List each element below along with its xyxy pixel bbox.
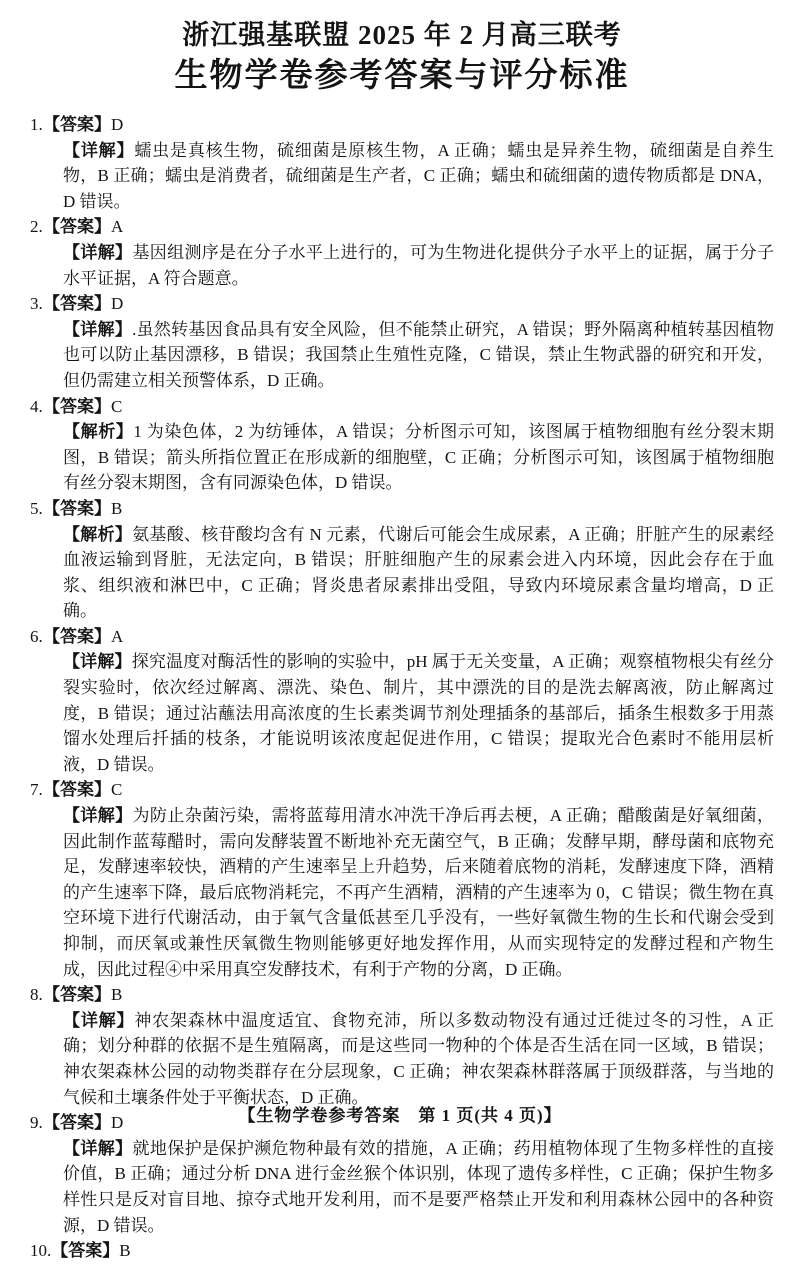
answer-value: B bbox=[111, 498, 123, 518]
answer-value: A bbox=[111, 626, 124, 646]
question-8 bbox=[30, 982, 774, 1110]
question-3 bbox=[30, 291, 774, 393]
explanation-paragraph bbox=[63, 1008, 774, 1110]
explanation-text: 为防止杂菌污染，需将蓝莓用清水冲洗干净后再去梗，A 正确；醋酸菌是好氧细菌，因此制作蓝莓醋时，需向发酵装置不断地补充无菌空气，B 正确；发酵早期，酵母菌和底物充足，发酵速率较快，酒精的产生速率呈上升趋势，后来随着底物的消耗，发酵速度下降，酒精的产生速率下降，最后底物消耗完，不再产生酒精，酒精的产生速率为 0，C 错误；微生物在真空环境下进行代谢活动，由于氧气含量低甚至几乎没有，一些好氧微生物的生长和代谢会受到抑制，而厌氧或兼性厌氧微生物则能够更好地发挥作用，从而实现特定的发酵过程和产物生成，因此过程④中采用真空发酵技术，有利于产物的分离，D 正确。 bbox=[63, 806, 774, 979]
answer-line bbox=[30, 394, 774, 420]
answer-line bbox=[30, 982, 774, 1008]
page-subtitle: 生物学卷参考答案与评分标准 bbox=[174, 58, 630, 94]
question-number: 3. bbox=[30, 294, 43, 314]
answer-value: C bbox=[111, 780, 123, 800]
explanation-label: 【详解】 bbox=[63, 806, 133, 826]
answer-value: B bbox=[111, 985, 123, 1005]
explanation-text: 蠕虫是真核生物，硫细菌是原核生物，A 正确；蠕虫是异养生物，硫细菌是自养生物，B 正确；蠕虫是消费者，硫细菌是生产者，C 正确；蠕虫和硫细菌的遗传物质都是 DNA，D 错误。 bbox=[63, 140, 774, 211]
question-number: 10. bbox=[30, 1241, 52, 1261]
explanation-text: .虽然转基因食品具有安全风险，但不能禁止研究，A 错误；野外隔离种植转基因植物也可以防止基因漂移，B 错误；我国禁止生殖性克隆，C 错误，禁止生物武器的研究和开发，但仍需建立相关预警体系，D 正确。 bbox=[63, 319, 774, 390]
page-title: 浙江强基联盟 2025 年 2 月高三联考 bbox=[182, 20, 622, 50]
explanation-paragraph bbox=[63, 803, 774, 982]
answer-value: B bbox=[119, 1241, 131, 1261]
explanation-paragraph bbox=[63, 522, 774, 624]
answer-label: 【答案】 bbox=[43, 115, 111, 134]
answer-line bbox=[30, 291, 774, 317]
answer-label: 【答案】 bbox=[43, 626, 111, 646]
answer-line bbox=[30, 777, 774, 803]
question-number: 4. bbox=[30, 396, 43, 416]
explanation-label: 【详解】 bbox=[63, 319, 133, 339]
answer-label: 【答案】 bbox=[43, 396, 111, 416]
question-number: 1. bbox=[30, 115, 43, 134]
answer-label: 【答案】 bbox=[43, 498, 111, 518]
question-4 bbox=[30, 394, 774, 496]
explanation-label: 【详解】 bbox=[63, 242, 133, 262]
question-9 bbox=[30, 1110, 774, 1238]
explanation-paragraph bbox=[63, 419, 774, 496]
explanation-paragraph bbox=[63, 138, 774, 215]
question-7 bbox=[30, 777, 774, 982]
question-number: 9. bbox=[30, 1113, 43, 1133]
explanation-paragraph bbox=[63, 240, 774, 291]
explanation-label: 【详解】 bbox=[63, 1138, 133, 1158]
answer-label: 【答案】 bbox=[43, 217, 111, 237]
answer-label: 【答案】 bbox=[43, 985, 111, 1005]
answers-content bbox=[30, 112, 774, 1264]
explanation-paragraph bbox=[63, 649, 774, 777]
question-5 bbox=[30, 496, 774, 624]
explanation-text: 神农架森林中温度适宜、食物充沛，所以多数动物没有通过迁徙过冬的习性，A 正确；划分种群的依据不是生殖隔离，而是这些同一物种的个体是否生活在同一区域，B 错误；神农架森林公园的动物类群存在分层现象，C 正确；神农架森林群落属于顶级群落，与当地的气候和土壤条件处于平衡状态，D 正确。 bbox=[63, 1010, 774, 1107]
explanation-text: 就地保护是保护濒危物种最有效的措施，A 正确；药用植物体现了生物多样性的直接价值，B 正确；通过分析 DNA 进行金丝猴个体识别，体现了遗传多样性，C 正确；保护生物多样性只是反对盲目地、掠夺式地开发利用，而不是要严格禁止开发和利用森林公园中的各种资源，D 错误。 bbox=[63, 1138, 774, 1235]
explanation-text: 1 为染色体，2 为纺锤体，A 错误；分析图示可知，该图属于植物细胞有丝分裂末期图，B 错误；箭头所指位置正在形成新的细胞壁，C 正确；分析图示可知，该图属于植物细胞有丝分裂末期图，含有同源染色体，D 错误。 bbox=[63, 422, 774, 493]
question-number: 8. bbox=[30, 985, 43, 1005]
page-footer: 【生物学卷参考答案 第 1 页(共 4 页)】 bbox=[238, 1106, 562, 1125]
answer-value: C bbox=[111, 396, 123, 416]
explanation-label: 【解析】 bbox=[63, 422, 134, 442]
question-6 bbox=[30, 624, 774, 778]
explanation-label: 【详解】 bbox=[63, 652, 132, 672]
question-number: 6. bbox=[30, 626, 43, 646]
question-2 bbox=[30, 214, 774, 291]
answer-value: D bbox=[111, 115, 124, 134]
answer-label: 【答案】 bbox=[43, 780, 111, 800]
question-number: 2. bbox=[30, 217, 43, 237]
answer-line bbox=[30, 624, 774, 650]
explanation-text: 氨基酸、核苷酸均含有 N 元素，代谢后可能会生成尿素，A 正确；肝脏产生的尿素经血液运输到肾脏，无法定向，B 错误；肝脏细胞产生的尿素会进入内环境，因此会存在于血浆、组织液和淋巴中，C 正确；肾炎患者尿素排出受阻，导致内环境尿素含量均增高，D 正确。 bbox=[63, 524, 774, 621]
answer-line bbox=[30, 112, 774, 138]
explanation-label: 【详解】 bbox=[63, 140, 135, 160]
question-1 bbox=[30, 112, 774, 214]
question-number: 7. bbox=[30, 780, 43, 800]
answer-value: A bbox=[111, 217, 124, 237]
answer-value: D bbox=[111, 294, 124, 314]
question-number: 5. bbox=[30, 498, 43, 518]
explanation-label: 【详解】 bbox=[63, 1010, 135, 1030]
answer-label: 【答案】 bbox=[51, 1241, 120, 1261]
explanation-text: 基因组测序是在分子水平上进行的，可为生物进化提供分子水平上的证据，属于分子水平证据，A 符合题意。 bbox=[63, 242, 775, 288]
answer-label: 【答案】 bbox=[43, 294, 111, 314]
explanation-paragraph bbox=[63, 1136, 774, 1238]
answer-line bbox=[30, 214, 774, 240]
explanation-paragraph bbox=[63, 317, 774, 394]
question-10 bbox=[30, 1238, 774, 1264]
answer-label: 【答案】 bbox=[43, 1113, 111, 1133]
answer-line bbox=[30, 1238, 774, 1264]
answer-value: D bbox=[111, 1113, 124, 1133]
answer-line bbox=[30, 496, 774, 522]
explanation-label: 【解析】 bbox=[63, 524, 133, 544]
explanation-text: 探究温度对酶活性的影响的实验中，pH 属于无关变量，A 正确；观察植物根尖有丝分裂实验时，依次经过解离、漂洗、染色、制片，其中漂洗的目的是洗去解离液，防止解离过度，B 错误；通过沾蘸法用高浓度的生长素类调节剂处理插条的基部后，插条生根数多于用蒸馏水处理后扦插的枝条，才能说明该浓度起促进作用，C 错误；提取光合色素时不能用层析液，D 错误。 bbox=[63, 652, 775, 774]
